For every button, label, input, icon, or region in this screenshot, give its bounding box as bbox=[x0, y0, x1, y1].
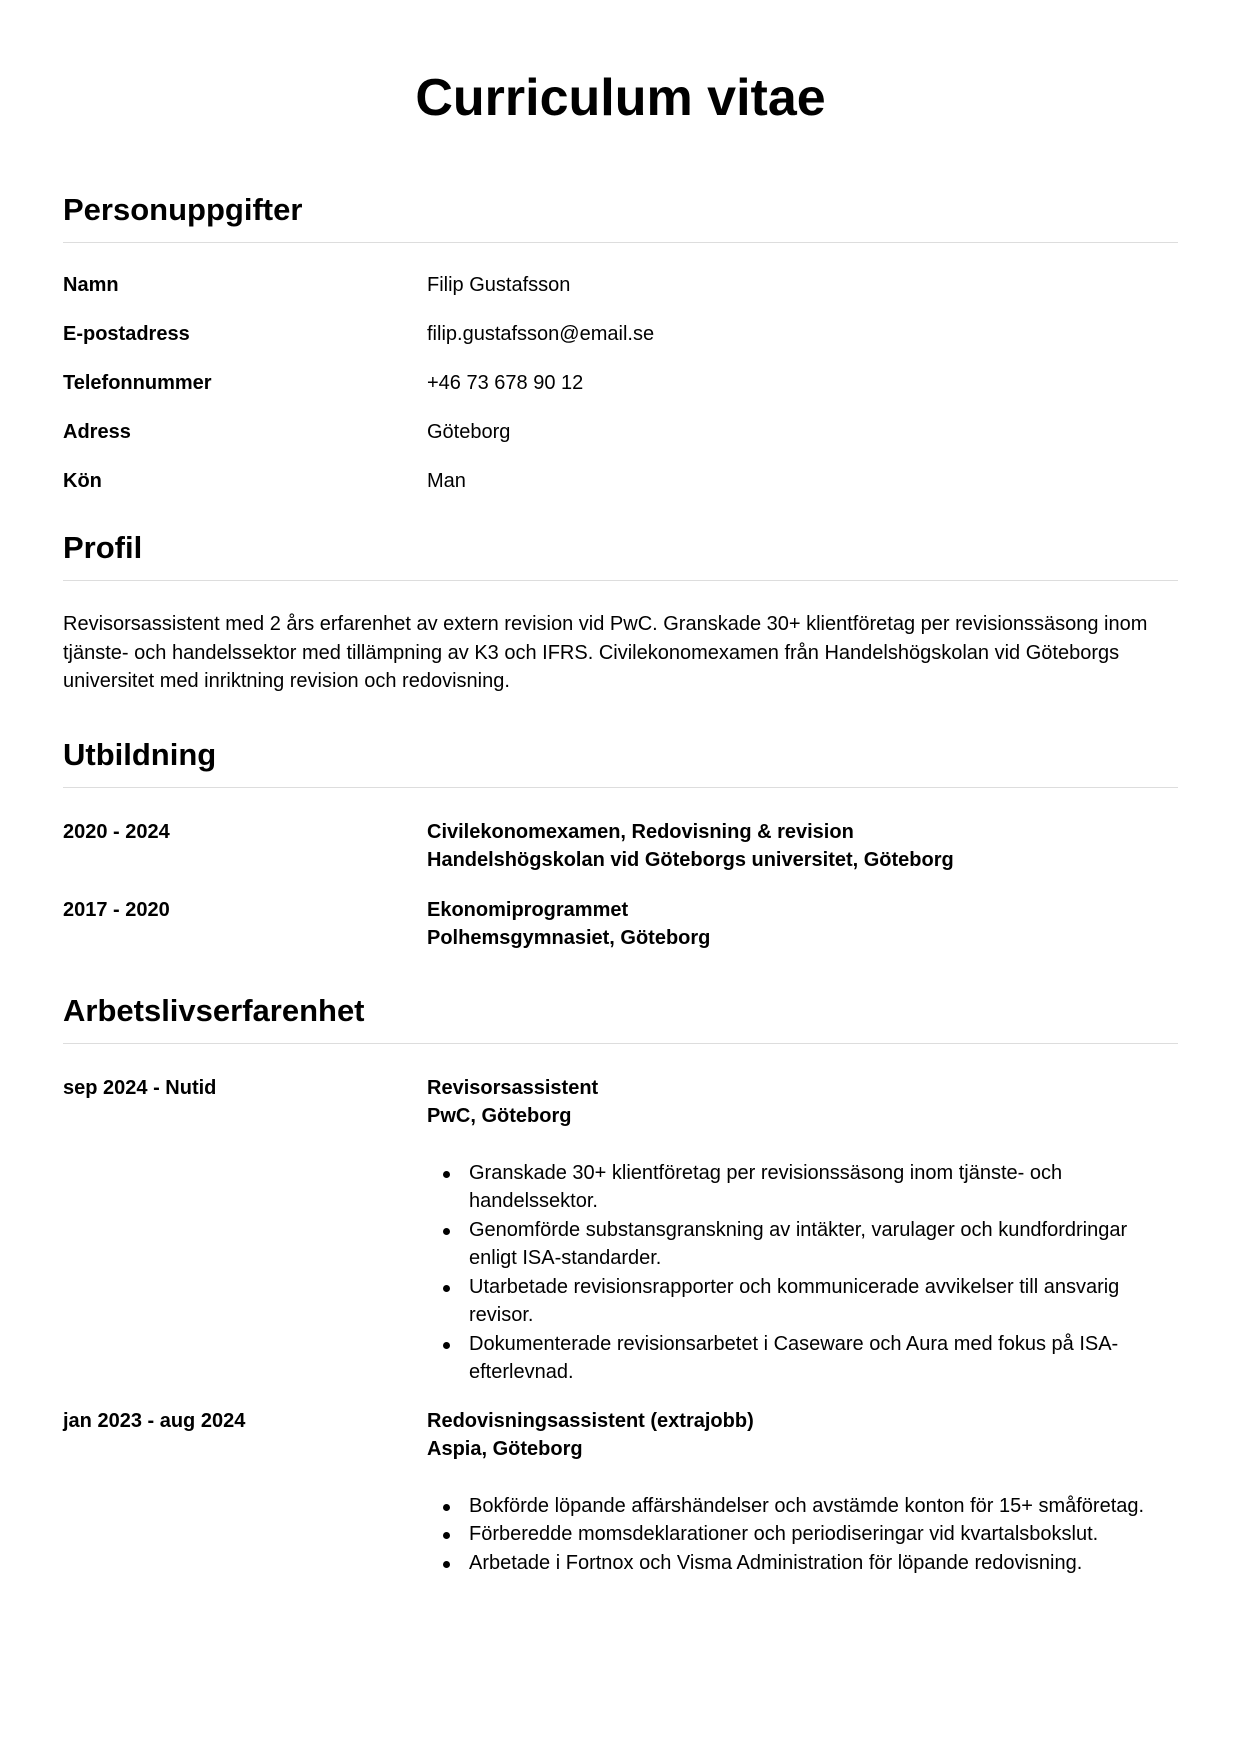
section-heading-personal: Personuppgifter bbox=[63, 192, 1178, 243]
experience-bullet: Genomförde substansgranskning av intäkter, varulager och kundfordringar enligt ISA-standarder. bbox=[427, 1216, 1178, 1273]
experience-bullet: Bokförde löpande affärshändelser och avstämde konton för 15+ småföretag. bbox=[427, 1492, 1178, 1521]
experience-role: Revisorsassistent bbox=[427, 1076, 599, 1099]
education-entry bbox=[63, 818, 1178, 874]
personal-details bbox=[63, 273, 1178, 493]
experience-details bbox=[427, 1074, 1178, 1387]
education-school: Polhemsgymnasiet, Göteborg bbox=[427, 926, 711, 949]
education-details bbox=[427, 896, 1178, 952]
experience-bullet: Utarbetade revisionsrapporter och kommunicerade avvikelser till ansvarig revisor. bbox=[427, 1273, 1178, 1330]
experience-role: Redovisningsassistent (extrajobb) bbox=[427, 1409, 754, 1432]
personal-value: Göteborg bbox=[427, 421, 511, 443]
personal-key: Namn bbox=[63, 274, 119, 296]
personal-row-email bbox=[63, 322, 1178, 346]
personal-row-address bbox=[63, 420, 1178, 444]
experience-bullet: Granskade 30+ klientföretag per revisionssäsong inom tjänste- och handelssektor. bbox=[427, 1159, 1178, 1216]
experience-bullet: Arbetade i Fortnox och Visma Administration för löpande redovisning. bbox=[427, 1549, 1178, 1578]
experience-bullet-list bbox=[427, 1159, 1178, 1387]
personal-row-name bbox=[63, 273, 1178, 297]
education-date: 2017 - 2020 bbox=[63, 898, 170, 921]
section-heading-profile: Profil bbox=[63, 530, 1178, 581]
experience-entry bbox=[63, 1407, 1178, 1578]
experience-bullet: Dokumenterade revisionsarbetet i Caseware och Aura med fokus på ISA-efterlevnad. bbox=[427, 1330, 1178, 1387]
education-school: Handelshögskolan vid Göteborgs universitet, Göteborg bbox=[427, 848, 954, 871]
education-date: 2020 - 2024 bbox=[63, 820, 170, 843]
personal-row-phone bbox=[63, 371, 1178, 395]
experience-employer: Aspia, Göteborg bbox=[427, 1437, 583, 1460]
experience-date: sep 2024 - Nutid bbox=[63, 1076, 217, 1099]
personal-key: Kön bbox=[63, 470, 102, 492]
cv-page bbox=[63, 0, 1178, 1577]
personal-key: Adress bbox=[63, 421, 131, 443]
experience-bullet-list bbox=[427, 1492, 1178, 1578]
personal-key: E-postadress bbox=[63, 323, 190, 345]
experience-bullet: Förberedde momsdeklarationer och periodiseringar vid kvartalsbokslut. bbox=[427, 1520, 1178, 1549]
experience-details bbox=[427, 1407, 1178, 1578]
education-degree: Civilekonomexamen, Redovisning & revision bbox=[427, 820, 854, 843]
experience-employer: PwC, Göteborg bbox=[427, 1104, 572, 1127]
personal-value: Filip Gustafsson bbox=[427, 274, 571, 296]
section-education bbox=[63, 737, 1178, 952]
profile-summary: Revisorsassistent med 2 års erfarenhet av extern revision vid PwC. Granskade 30+ klientföretag per revisionssäsong inom tjänste- och handelssektor med tillämpning av K3 och IFRS. Civilekonomexamen från Handelshögskolan vid Göteborgs universitet med inriktning revision och redovisning. bbox=[63, 613, 1148, 692]
document-title: Curriculum vitae bbox=[415, 69, 826, 127]
experience-date: jan 2023 - aug 2024 bbox=[63, 1409, 246, 1432]
section-heading-education: Utbildning bbox=[63, 737, 1178, 788]
education-details bbox=[427, 818, 1178, 874]
education-degree: Ekonomiprogrammet bbox=[427, 898, 629, 921]
personal-value: Man bbox=[427, 470, 466, 492]
section-heading-experience: Arbetslivserfarenhet bbox=[63, 993, 1178, 1044]
personal-row-gender bbox=[63, 469, 1178, 493]
personal-value: filip.gustafsson@email.se bbox=[427, 323, 655, 345]
section-personal bbox=[63, 192, 1178, 493]
experience-entry bbox=[63, 1074, 1178, 1387]
personal-value: +46 73 678 90 12 bbox=[427, 372, 584, 394]
section-experience bbox=[63, 993, 1178, 1578]
personal-key: Telefonnummer bbox=[63, 372, 212, 394]
education-entry bbox=[63, 896, 1178, 952]
section-profile bbox=[63, 530, 1178, 696]
